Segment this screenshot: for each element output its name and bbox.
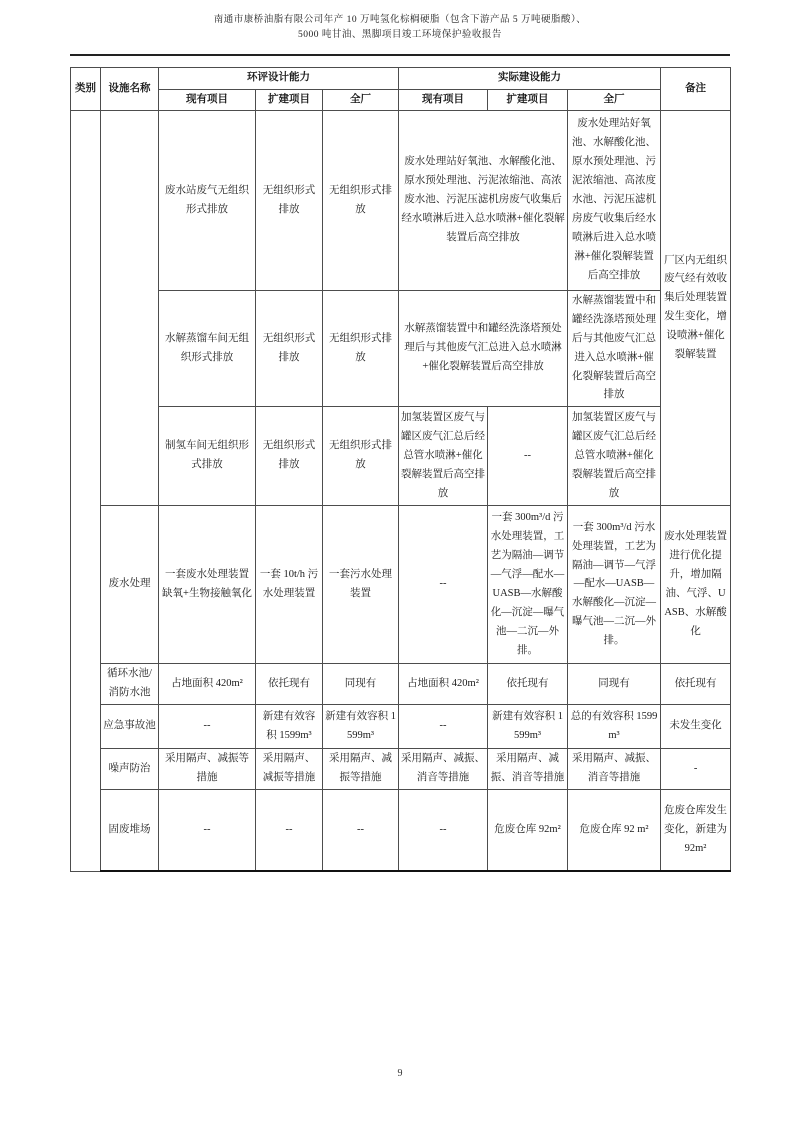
cell-noise-actual-existing: 采用隔声、减振、消音等措施 [399,749,488,790]
col-header-eia-group: 环评设计能力 [159,68,399,90]
cell-pools-actual-existing: 占地面积 420m² [399,664,488,705]
col-header-actual-existing: 现有项目 [399,90,488,111]
cell-wastewater-eia-existing: 一套废水处理装置缺氧+生物接触氧化 [159,506,256,664]
cell-solid-remark: 危废仓库发生变化，新建为 92m² [661,789,731,871]
cell-pools-actual-whole: 同现有 [568,664,661,705]
facility-cell-wastewater: 废水处理 [101,506,159,664]
cell-emergency-eia-existing: -- [159,705,256,749]
col-header-facility: 设施名称 [101,68,159,111]
cell-wastewater-actual-whole: 一套 300m³/d 污水处理装置，工艺为隔油—调节—气浮—配水—UASB—水解酸化—沉淀—曝气池—二沉—外排。 [568,506,661,664]
cell-solid-eia-whole: -- [323,789,399,871]
cell-emergency-remark: 未发生变化 [661,705,731,749]
category-cell-empty [71,111,101,872]
doc-header-line1: 南通市康桥油脂有限公司年产 10 万吨氢化棕榈硬脂（包含下游产品 5 万吨硬脂酸）、 [213,15,587,25]
facility-comparison-table [70,67,731,872]
cell-pools-eia-expansion: 依托现有 [256,664,323,705]
cell-emergency-eia-expansion: 新建有效容积 1599m³ [256,705,323,749]
cell-gas1-eia-expansion: 无组织形式排放 [256,111,323,291]
cell-gas2-eia-existing: 水解蒸馏车间无组织形式排放 [159,291,256,407]
cell-gas2-eia-whole: 无组织形式排放 [323,291,399,407]
cell-solid-actual-expansion: 危废仓库 92m² [488,789,568,871]
page-number: 9 [397,1068,403,1079]
cell-wastewater-actual-existing: -- [399,506,488,664]
cell-emergency-actual-expansion: 新建有效容积 1599m³ [488,705,568,749]
cell-gas3-eia-existing: 制氢车间无组织形式排放 [159,407,256,506]
cell-noise-eia-existing: 采用隔声、减振等措施 [159,749,256,790]
cell-pools-remark: 依托现有 [661,664,731,705]
col-header-eia-whole: 全厂 [323,90,399,111]
col-header-category: 类别 [71,68,101,111]
cell-noise-eia-whole: 采用隔声、减振等措施 [323,749,399,790]
cell-wastewater-eia-expansion: 一套 10t/h 污水处理装置 [256,506,323,664]
cell-pools-eia-existing: 占地面积 420m² [159,664,256,705]
facility-cell-solid-waste: 固废堆场 [101,789,159,871]
cell-solid-eia-expansion: -- [256,789,323,871]
document-header [0,13,800,43]
cell-gas3-eia-expansion: 无组织形式排放 [256,407,323,506]
cell-gas1-eia-existing: 废水站废气无组织形式排放 [159,111,256,291]
cell-gas1-actual-existing-expansion: 废水处理站好氧池、水解酸化池、原水预处理池、污泥浓缩池、高浓废水池、污泥压滤机房废气收集后经水喷淋后进入总水喷淋+催化裂解装置后高空排放 [399,111,568,291]
header-rule [70,54,730,56]
col-header-remark: 备注 [661,68,731,111]
cell-gas3-actual-whole: 加氢装置区废气与罐区废气汇总后经总管水喷淋+催化裂解装置后高空排放 [568,407,661,506]
cell-gas2-actual-existing-expansion: 水解蒸馏装置中和罐经洗涤塔预处理后与其他废气汇总进入总水喷淋+催化裂解装置后高空排放 [399,291,568,407]
cell-solid-actual-whole: 危废仓库 92 m² [568,789,661,871]
cell-gas3-actual-expansion: -- [488,407,568,506]
col-header-actual-group: 实际建设能力 [399,68,661,90]
facility-cell-pools: 循环水池/消防水池 [101,664,159,705]
cell-emergency-actual-existing: -- [399,705,488,749]
cell-pools-actual-expansion: 依托现有 [488,664,568,705]
doc-header-line2: 5000 吨甘油、黑脚项目竣工环境保护验收报告 [298,30,502,40]
cell-noise-actual-expansion: 采用隔声、减振、消音等措施 [488,749,568,790]
cell-gas1-actual-whole: 废水处理站好氧池、水解酸化池、原水预处理池、污泥浓缩池、高浓度水池、污泥压滤机房废气收集后经水喷淋后进入总水喷淋+催化裂解装置后高空排放 [568,111,661,291]
cell-gas2-actual-whole: 水解蒸馏装置中和罐经洗涤塔预处理后与其他废气汇总进入总水喷淋+催化裂解装置后高空排放 [568,291,661,407]
cell-gas-remark: 厂区内无组织废气经有效收集后处理装置发生变化，增设喷淋+催化裂解装置 [661,111,731,506]
facility-cell-noise: 噪声防治 [101,749,159,790]
cell-gas3-actual-existing: 加氢装置区废气与罐区废气汇总后经总管水喷淋+催化裂解装置后高空排放 [399,407,488,506]
cell-gas3-eia-whole: 无组织形式排放 [323,407,399,506]
cell-gas1-eia-whole: 无组织形式排放 [323,111,399,291]
cell-emergency-eia-whole: 新建有效容积 1599m³ [323,705,399,749]
cell-wastewater-eia-whole: 一套污水处理装置 [323,506,399,664]
facility-cell-emergency: 应急事故池 [101,705,159,749]
cell-pools-eia-whole: 同现有 [323,664,399,705]
col-header-eia-existing: 现有项目 [159,90,256,111]
facility-cell-empty-gas [101,111,159,506]
col-header-eia-expansion: 扩建项目 [256,90,323,111]
cell-noise-remark: - [661,749,731,790]
cell-noise-actual-whole: 采用隔声、减振、消音等措施 [568,749,661,790]
cell-solid-eia-existing: -- [159,789,256,871]
cell-emergency-actual-whole: 总的有效容积 1599 m³ [568,705,661,749]
cell-gas2-eia-expansion: 无组织形式排放 [256,291,323,407]
cell-solid-actual-existing: -- [399,789,488,871]
col-header-actual-whole: 全厂 [568,90,661,111]
cell-wastewater-actual-expansion: 一套 300m³/d 污水处理装置，工艺为隔油—调节—气浮—配水—UASB—水解酸化—沉淀—曝气池—二沉—外排。 [488,506,568,664]
col-header-actual-expansion: 扩建项目 [488,90,568,111]
cell-wastewater-remark: 废水处理装置进行优化提升，增加隔油、气浮、UASB、水解酸化 [661,506,731,664]
cell-noise-eia-expansion: 采用隔声、减振等措施 [256,749,323,790]
